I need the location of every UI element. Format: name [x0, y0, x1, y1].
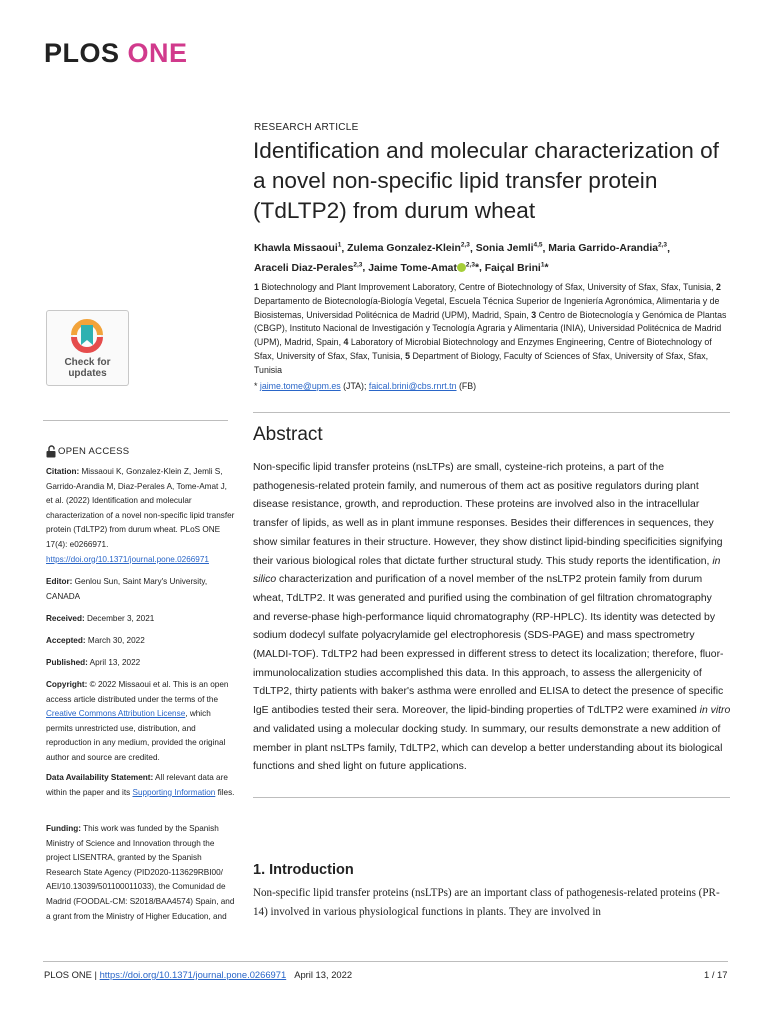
author-list: Khawla Missaoui$^1$, Zulema Gonzalez-Klein$^{2,3}$, Sonia Jemli$^{4,5}$, Maria Garrido-Arandia$^{2,3}$, Araceli Diaz-Perales$^{2,3}$, Jaime Tome-Amat $^{2,3}$*, Faiçal Brini$^1$*: [254, 242, 670, 274]
footer: PLOS ONE | https://doi.org/10.1371/journal.pone.0266971 April 13, 2022: [44, 969, 353, 980]
article-type-label: RESEARCH ARTICLE: [254, 122, 359, 133]
author[interactable]: Sonia Jemli$^{4,5}$: [475, 242, 543, 255]
journal-logo: [44, 38, 188, 69]
check-for-updates-button[interactable]: Check for updates: [46, 310, 129, 386]
data-availability-block: Data Availability Statement: All relevant data are within the paper and its Supporting Information files.: [46, 773, 235, 797]
article-title: Identification and molecular characterization of a novel non-specific lipid transfer protein (TdLTP2) from durum wheat: [253, 138, 719, 223]
author[interactable]: Araceli Diaz-Perales$^{2,3}$: [254, 261, 363, 274]
introduction-heading: 1. Introduction: [253, 862, 354, 878]
footer-divider: [43, 961, 728, 962]
author[interactable]: Maria Garrido-Arandia$^{2,3}$: [548, 242, 668, 255]
introduction-text: Non-specific lipid transfer proteins (nsLTPs) are an important class of pathogenesis-related proteins (PR-14) involved in various physiological functions in plants. They are involved in: [253, 887, 720, 918]
abstract-divider: [253, 412, 730, 413]
funding-block: Funding: This work was funded by the Spanish Ministry of Science and Innovation through the project LISENTRA, granted by the Spanish Research State Agency (PID2020-113629RBI00/ AEI/10.13039/501100011033), the Comunidad de Madrid (FOODAL-CM: S2018/BAA4574) Spain, and a grant from the Ministry of Higher Education, and: [46, 824, 235, 921]
logo-one: ONE: [127, 38, 188, 68]
citation-block: Citation: Missaoui K, Gonzalez-Klein Z, Jemli S, Garrido-Arandia M, Diaz-Perales A, Tome-Amat J, et al. (2022) Identification and molecular characterization of a novel non-specific lipid transfer protein (TdLTP2) from durum wheat. PLoS ONE 17(4): e0266971. https://doi.org/10.1371/journal.pone.0266971: [46, 467, 235, 564]
editor-block: Editor: Genlou Sun, Saint Mary's University, CANADA: [46, 577, 208, 601]
affiliations: 1 Biotechnology and Plant Improvement Laboratory, Centre of Biotechnology of Sfax, University of Sfax, Sfax, Tunisia, 2 Departamento de Biotecnología-Biología Vegetal, Escuela Técnica Superior de Ingeniería Agronómica, Alimentaria y de Biosistemas, Universidad Politécnica de Madrid (UPM), Madrid, Spain, 3 Centro de Biotecnología y Genómica de Plantas (CBGP), Instituto Nacional de Investigación y Tecnología Agraria y Alimentaria (INIA), Universidad Politécnica de Madrid (UPM), Madrid, Spain, 4 Laboratory of Microbial Biotechnology and Enzymes Engineering, Centre of Biotechnology of Sfax, University of Sfax, Sfax, Tunisia, 5 Department of Biology, Faculty of Sciences of Sfax, University of Sfax, Sfax, Tunisia: [254, 282, 727, 375]
email-link-jta[interactable]: jaime.tome@upm.es: [259, 381, 341, 391]
author[interactable]: Zulema Gonzalez-Klein$^{2,3}$: [347, 242, 470, 255]
citation-doi-link[interactable]: https://doi.org/10.1371/journal.pone.0266971: [46, 554, 209, 564]
license-link[interactable]: Creative Commons Attribution License: [46, 709, 186, 719]
copyright-block: Copyright: © 2022 Missaoui et al. This is an open access article distributed under the terms of the Creative Commons Attribution License, which permits unrestricted use, distribution, and reproduction in any medium, provided the original author and source are credited.: [46, 680, 229, 762]
logo-plos: PLOS: [44, 38, 120, 68]
author[interactable]: Khawla Missaoui$^1$: [254, 242, 342, 255]
abstract-heading: Abstract: [253, 424, 323, 445]
bookmark-ring-icon: [70, 319, 104, 355]
author[interactable]: Jaime Tome-Amat $^{2,3}$: [368, 261, 475, 274]
accepted-date: Accepted: March 30, 2022: [46, 636, 145, 645]
correspondence: * jaime.tome@upm.es (JTA); faical.brini@cbs.rnrt.tn (FB): [254, 381, 477, 391]
footer-date: April 13, 2022: [294, 969, 353, 980]
published-date: Published: April 13, 2022: [46, 658, 141, 667]
orcid-icon[interactable]: [457, 263, 466, 272]
abstract-text: Non-specific lipid transfer proteins (nsLTPs) are small, cysteine-rich proteins, a part of the pathogenesis-related protein family, and numerous of them act as positive regulators during plant disease resistance, growth, and reproduction. These proteins are involved also in the intracellular transfer of lipids, as well as in plant immune responses. Besides their differences in sequences, they show similar features in their structure. However, they show distinct lipid-binding specificities signifying their various biological roles that dictate further structural study. This study reports the identification, in silico characterization and purification of a novel member of the nsLTP2 protein family from durum wheat, TdLTP2. It was generated and purified using the combination of gel filtration chromatography and reverse-phase high-performance liquid chromatography (RP-HPLC). Its identity was detected by sodium dodecyl sulfate polyacrylamide gel electrophoresis (SDS-PAGE) and mass spectrometry (MALDI-TOF). TdLTP2 had been expressed in different stress to detect its localization; therefore, fluor-immunolocalization studies accomplished this data. In this approach, to assess the allergenicity of TdLTP2, thirty patients with baker's asthma were enrolled and ELISA to detect the presence of specific IgE antibodies tested their sera. Moreover, the lipid-binding properties of TdLTP2 were examined in vitro and validated using a molecular docking study. In summary, our results demonstrate a new addition of member in plant nsLTPs family, TdLTP2, which can develop a better understanding about its biological functions and shed light on future applications.: [253, 462, 731, 773]
footer-doi-link[interactable]: https://doi.org/10.1371/journal.pone.0266971: [99, 969, 287, 980]
supporting-info-link[interactable]: Supporting Information: [132, 787, 216, 797]
email-link-fb[interactable]: faical.brini@cbs.rnrt.tn: [368, 381, 457, 391]
left-divider: [43, 420, 228, 421]
page-number: 1 / 17: [704, 969, 728, 980]
received-date: Received: December 3, 2021: [46, 614, 155, 623]
open-access-label: OPEN ACCESS: [58, 446, 130, 457]
author[interactable]: Faiçal Brini$^1$: [484, 261, 545, 274]
open-lock-icon: [46, 445, 56, 458]
abstract-end-divider: [253, 797, 730, 798]
